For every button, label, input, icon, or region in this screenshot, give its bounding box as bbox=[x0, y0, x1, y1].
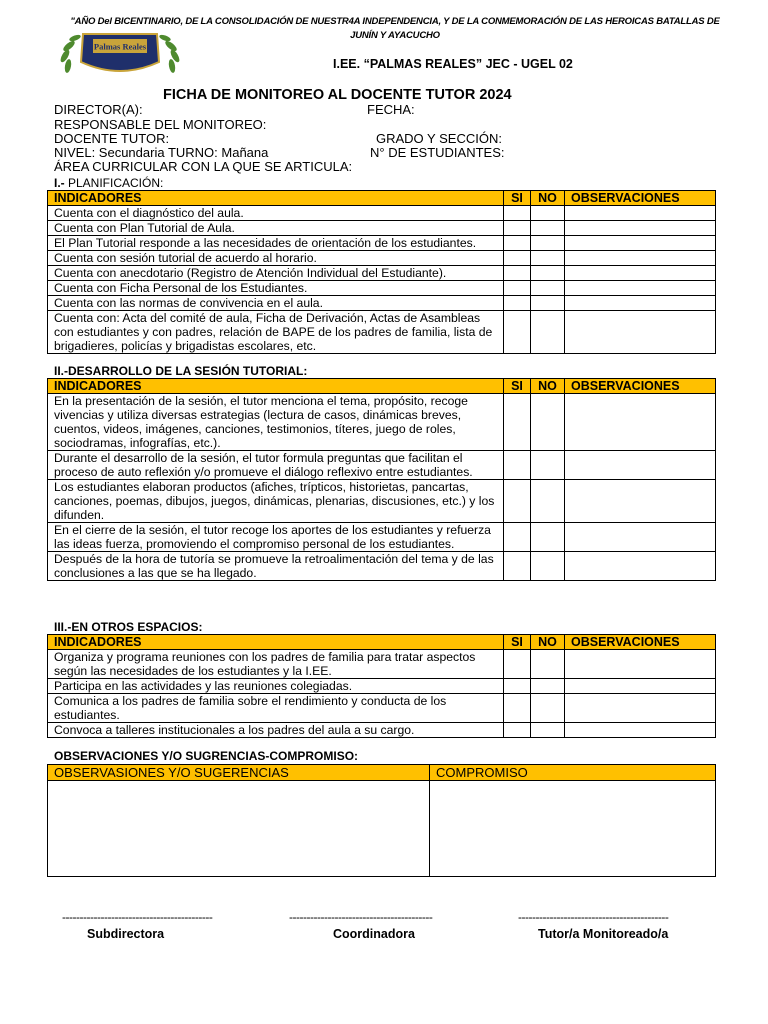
si-cell[interactable] bbox=[504, 480, 531, 523]
col-no: NO bbox=[531, 191, 565, 206]
motto-text: "AÑO Del BICENTINARIO, DE LA CONSOLIDACIÓN DE NUESTR4A INDEPENDENCIA, Y DE LA CONMEMORACIÓN DE LAS HEROICAS BATALLAS DE JUNÍN Y AYACUCHO bbox=[70, 16, 720, 41]
observation-cell[interactable] bbox=[565, 266, 716, 281]
director-label: DIRECTOR(A): bbox=[54, 102, 143, 117]
observaciones-table bbox=[47, 764, 716, 877]
no-cell[interactable] bbox=[531, 394, 565, 451]
otros-espacios-table bbox=[47, 634, 716, 738]
indicator-text: Cuenta con anecdotario (Registro de Atención Individual del Estudiante). bbox=[48, 266, 504, 281]
indicator-text: Cuenta con Ficha Personal de los Estudiantes. bbox=[48, 281, 504, 296]
observation-cell[interactable] bbox=[565, 451, 716, 480]
page-title: FICHA DE MONITOREO AL DOCENTE TUTOR 2024 bbox=[163, 87, 512, 103]
no-cell[interactable] bbox=[531, 296, 565, 311]
si-cell[interactable] bbox=[504, 221, 531, 236]
table-row bbox=[48, 451, 716, 480]
indicator-text: Durante el desarrollo de la sesión, el tutor formula preguntas que facilitan el proceso de auto reflexión y/o promueve el diálogo reflexivo entre estudiantes. bbox=[48, 451, 504, 480]
grado-label: GRADO Y SECCIÓN: bbox=[376, 131, 502, 146]
col-no: NO bbox=[531, 379, 565, 394]
desarrollo-table bbox=[47, 378, 716, 581]
no-cell[interactable] bbox=[531, 236, 565, 251]
observation-cell[interactable] bbox=[565, 523, 716, 552]
no-cell[interactable] bbox=[531, 281, 565, 296]
no-cell[interactable] bbox=[531, 552, 565, 581]
section1-title: I.- PLANIFICACIÓN: bbox=[54, 176, 164, 190]
table-row bbox=[48, 694, 716, 723]
compromiso-area[interactable] bbox=[430, 781, 716, 877]
indicator-text: Cuenta con las normas de convivencia en el aula. bbox=[48, 296, 504, 311]
col-no: NO bbox=[531, 635, 565, 650]
docente-label: DOCENTE TUTOR: bbox=[54, 131, 170, 146]
col-observaciones: OBSERVACIONES bbox=[565, 379, 716, 394]
no-cell[interactable] bbox=[531, 723, 565, 738]
observation-cell[interactable] bbox=[565, 723, 716, 738]
observation-cell[interactable] bbox=[565, 281, 716, 296]
logo-text: Palmas Reales bbox=[93, 41, 147, 52]
indicator-text: Comunica a los padres de familia sobre el rendimiento y conducta de los estudiantes. bbox=[48, 694, 504, 723]
si-cell[interactable] bbox=[504, 523, 531, 552]
table-row bbox=[48, 266, 716, 281]
table-row bbox=[48, 480, 716, 523]
indicator-text: El Plan Tutorial responde a las necesidades de orientación de los estudiantes. bbox=[48, 236, 504, 251]
indicator-text: Cuenta con Plan Tutorial de Aula. bbox=[48, 221, 504, 236]
school-logo bbox=[55, 26, 185, 78]
indicator-text: Organiza y programa reuniones con los padres de familia para tratar aspectos según las necesidades de los estudiantes y la I.EE. bbox=[48, 650, 504, 679]
col-indicadores: INDICADORES bbox=[48, 635, 504, 650]
no-cell[interactable] bbox=[531, 523, 565, 552]
tutor-label: Tutor/a Monitoreado/a bbox=[538, 927, 669, 941]
table-row bbox=[48, 552, 716, 581]
indicator-text: Convoca a talleres institucionales a los padres del aula a su cargo. bbox=[48, 723, 504, 738]
si-cell[interactable] bbox=[504, 552, 531, 581]
no-cell[interactable] bbox=[531, 311, 565, 354]
col-si: SI bbox=[504, 379, 531, 394]
si-cell[interactable] bbox=[504, 236, 531, 251]
observation-cell[interactable] bbox=[565, 311, 716, 354]
table-row bbox=[48, 723, 716, 738]
indicator-text: Cuenta con sesión tutorial de acuerdo al horario. bbox=[48, 251, 504, 266]
observation-cell[interactable] bbox=[565, 296, 716, 311]
indicator-text: Después de la hora de tutoría se promueve la retroalimentación del tema y de las conclusiones a las que se ha llegado. bbox=[48, 552, 504, 581]
observation-cell[interactable] bbox=[565, 694, 716, 723]
subdirectora-label: Subdirectora bbox=[87, 927, 165, 941]
si-cell[interactable] bbox=[504, 206, 531, 221]
observation-cell[interactable] bbox=[565, 236, 716, 251]
no-cell[interactable] bbox=[531, 650, 565, 679]
observation-cell[interactable] bbox=[565, 552, 716, 581]
si-cell[interactable] bbox=[504, 694, 531, 723]
col-observaciones: OBSERVACIONES bbox=[565, 191, 716, 206]
estudiantes-label: N° DE ESTUDIANTES: bbox=[370, 145, 505, 160]
table-row bbox=[48, 394, 716, 451]
col-observaciones-sugerencias: OBSERVASIONES Y/O SUGERENCIAS bbox=[48, 765, 430, 781]
table-row bbox=[48, 221, 716, 236]
signature-line-tutor: ------------------------------------------- bbox=[518, 910, 669, 924]
si-cell[interactable] bbox=[504, 679, 531, 694]
responsable-label: RESPONSABLE DEL MONITOREO: bbox=[54, 117, 267, 132]
fecha-label: FECHA: bbox=[367, 102, 415, 117]
observation-cell[interactable] bbox=[565, 251, 716, 266]
no-cell[interactable] bbox=[531, 694, 565, 723]
no-cell[interactable] bbox=[531, 480, 565, 523]
indicator-text: Participa en las actividades y las reuniones colegiadas. bbox=[48, 679, 504, 694]
area-label: ÁREA CURRICULAR CON LA QUE SE ARTICULA: bbox=[54, 159, 353, 174]
table-row bbox=[48, 679, 716, 694]
col-si: SI bbox=[504, 635, 531, 650]
indicator-text: Los estudiantes elaboran productos (afiches, trípticos, historietas, pancartas, canciones, poemas, dibujos, juegos, dinámicas, plenarias, discusiones, etc.) y los difunden. bbox=[48, 480, 504, 523]
si-cell[interactable] bbox=[504, 281, 531, 296]
col-indicadores: INDICADORES bbox=[48, 379, 504, 394]
indicator-text: Cuenta con el diagnóstico del aula. bbox=[48, 206, 504, 221]
section3-title: III.-EN OTROS ESPACIOS: bbox=[54, 620, 203, 634]
observaciones-area[interactable] bbox=[48, 781, 430, 877]
si-cell[interactable] bbox=[504, 394, 531, 451]
si-cell[interactable] bbox=[504, 723, 531, 738]
signature-line-coordinadora: ----------------------------------------- bbox=[289, 910, 433, 924]
col-observaciones: OBSERVACIONES bbox=[565, 635, 716, 650]
table-row bbox=[48, 523, 716, 552]
table-row bbox=[48, 650, 716, 679]
col-si: SI bbox=[504, 191, 531, 206]
si-cell[interactable] bbox=[504, 251, 531, 266]
no-cell[interactable] bbox=[531, 206, 565, 221]
nivel-label: NIVEL: Secundaria TURNO: Mañana bbox=[54, 145, 269, 160]
signature-line-subdirectora: ------------------------------------------- bbox=[62, 910, 213, 924]
table-row bbox=[48, 251, 716, 266]
observation-cell[interactable] bbox=[565, 480, 716, 523]
indicator-text: En la presentación de la sesión, el tutor menciona el tema, propósito, recoge vivencias y utiliza diversas estrategias (lectura de casos, dinámicas breves, cuentos, videos, imágenes, canciones, testimonios, títeres, juego de roles, sociodramas, infografías, etc.). bbox=[48, 394, 504, 451]
no-cell[interactable] bbox=[531, 451, 565, 480]
si-cell[interactable] bbox=[504, 266, 531, 281]
no-cell[interactable] bbox=[531, 251, 565, 266]
table-row bbox=[48, 311, 716, 354]
section2-title: II.-DESARROLLO DE LA SESIÓN TUTORIAL: bbox=[54, 364, 308, 378]
observation-cell[interactable] bbox=[565, 206, 716, 221]
col-compromiso: COMPROMISO bbox=[430, 765, 716, 781]
no-cell[interactable] bbox=[531, 679, 565, 694]
table-row bbox=[48, 236, 716, 251]
observation-cell[interactable] bbox=[565, 650, 716, 679]
planificacion-table bbox=[47, 190, 716, 354]
observation-cell[interactable] bbox=[565, 679, 716, 694]
no-cell[interactable] bbox=[531, 266, 565, 281]
observation-cell[interactable] bbox=[565, 394, 716, 451]
table-row bbox=[48, 296, 716, 311]
si-cell[interactable] bbox=[504, 311, 531, 354]
no-cell[interactable] bbox=[531, 221, 565, 236]
si-cell[interactable] bbox=[504, 650, 531, 679]
coordinadora-label: Coordinadora bbox=[333, 927, 415, 941]
table-row bbox=[48, 281, 716, 296]
section4-title: OBSERVACIONES Y/O SUGRENCIAS-COMPROMISO: bbox=[54, 749, 359, 763]
observation-cell[interactable] bbox=[565, 221, 716, 236]
si-cell[interactable] bbox=[504, 296, 531, 311]
table-row bbox=[48, 206, 716, 221]
indicator-text: En el cierre de la sesión, el tutor recoge los aportes de los estudiantes y refuerza las ideas fuerza, promoviendo el compromiso personal de los estudiantes. bbox=[48, 523, 504, 552]
si-cell[interactable] bbox=[504, 451, 531, 480]
indicator-text: Cuenta con: Acta del comité de aula, Ficha de Derivación, Actas de Asambleas con estudiantes y con padres, relación de BAPE de los padres de familia, lista de brigadieres, policías y brigadistas escolares, etc. bbox=[48, 311, 504, 354]
col-indicadores: INDICADORES bbox=[48, 191, 504, 206]
school-name: I.EE. “PALMAS REALES” JEC - UGEL 02 bbox=[333, 57, 573, 71]
